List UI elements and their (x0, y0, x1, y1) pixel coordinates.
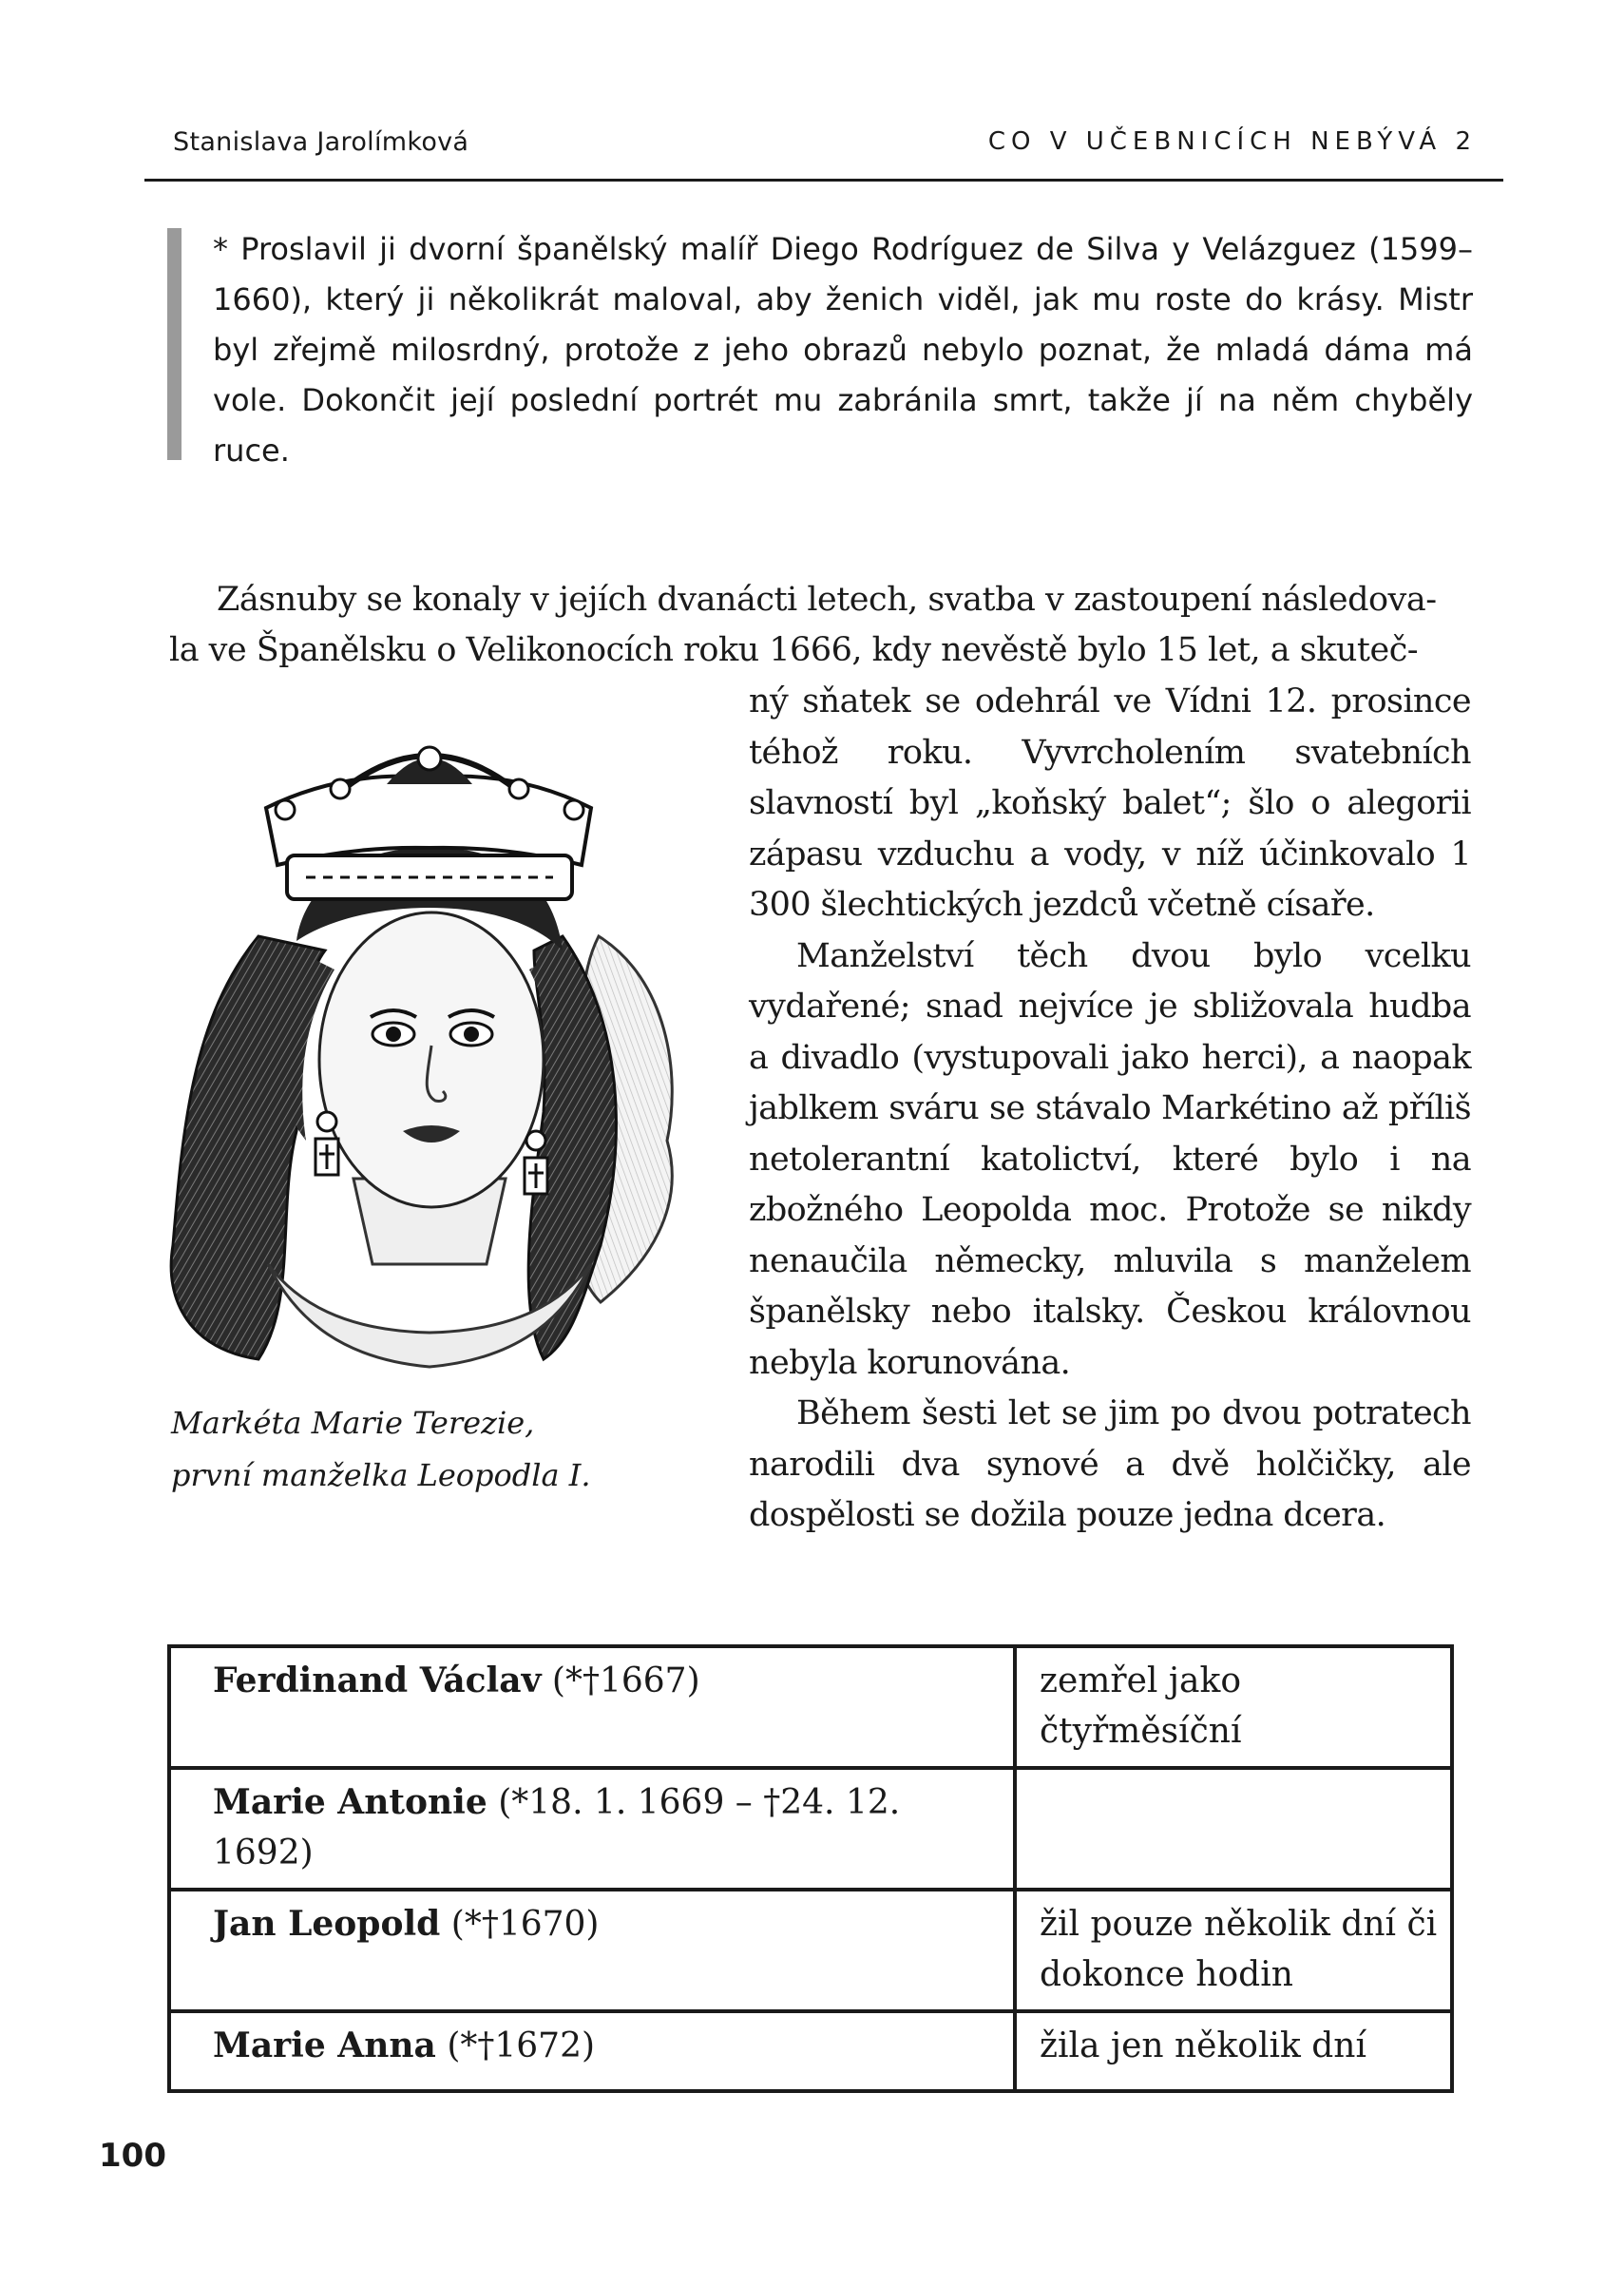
note-marker-bar (167, 228, 182, 460)
earring-left-icon (315, 1112, 338, 1175)
table-row (169, 1646, 1452, 1768)
child-name: Marie Antonie (213, 1782, 487, 1822)
intro-line-1: Zásnuby se konaly v jejích dvanácti letech, svatba v zastoupení následova- (217, 581, 1437, 619)
child-note: zemřel jako čtyřměsíční (1015, 1646, 1452, 1768)
caption-line-1: Markéta Marie Terezie, (171, 1405, 535, 1441)
crown-icon (266, 747, 591, 899)
intro-paragraph (169, 575, 1473, 676)
text-column (749, 677, 1471, 1542)
note-text: * Proslavil ji dvorní španělský malíř Diego Rodríguez de Silva y Velázguez (1599–1660), který ji několikrát maloval, aby ženich viděl, jak mu roste do krásy. Mistr byl zřejmě milosrdný, protože z jeho obrazů nebylo poznat, že mladá dáma má vole. Dokončit její poslední portrét mu zabránila smrt, takže jí na něm chyběly ruce. (213, 231, 1473, 469)
child-cell (169, 1646, 1015, 1768)
intro-line-2: la ve Španělsku o Velikonocích roku 1666, kdy nevěstě bylo 15 let, a skuteč- (169, 631, 1419, 669)
paragraph-wedding: ný sňatek se odehrál ve Vídni 12. prosince téhož roku. Vyvrcholením svatebních slavností byl „koňský balet“; šlo o alegorii zápasu vzduchu a vody, v níž účinkovalo 1 300 šlechtických jezdců včetně císaře. (749, 682, 1471, 924)
child-note (1015, 1768, 1452, 1890)
child-cell (169, 2011, 1015, 2091)
child-dates: (*†1667) (541, 1661, 700, 1700)
child-note: žil pouze několik dní či dokonce hodin (1015, 1890, 1452, 2011)
children-table (167, 1644, 1454, 2093)
child-cell (169, 1768, 1015, 1890)
caption-line-2: první manželka Leopodla I. (171, 1457, 591, 1493)
table-row (169, 1890, 1452, 2011)
queen-portrait-illustration (154, 732, 715, 1373)
earring-right-icon (525, 1131, 547, 1194)
page-number: 100 (99, 2137, 166, 2175)
child-dates: (*†1670) (440, 1905, 600, 1944)
side-note (167, 224, 1479, 469)
paragraph-children: Během šesti let se jim po dvou potratech narodili dva synové a dvě holčičky, ale dospělosti se dožila pouze jedna dcera. (749, 1394, 1471, 1534)
child-name: Ferdinand Václav (213, 1661, 542, 1700)
table-row (169, 1768, 1452, 1890)
child-cell (169, 1890, 1015, 2011)
child-dates: (*†1672) (435, 2026, 596, 2065)
paragraph-marriage: Manželství těch dvou bylo vcelku vydařené; snad nejvíce je sbližovala hudba a divadlo (vystupovali jako herci), a naopak jablkem sváru se stávalo Markétino až příliš netolerantní katolictví, které bylo i na zbožného Leopolda moc. Protože se nikdy nenaučila německy, mluvila s manželem španělsky nebo italsky. Českou královnou nebyla korunována. (749, 936, 1471, 1382)
table-row (169, 2011, 1452, 2091)
header-book-title: CO V UČEBNICÍCH NEBÝVÁ 2 (987, 127, 1477, 156)
child-name: Marie Anna (213, 2026, 436, 2065)
running-header (144, 122, 1503, 182)
header-author: Stanislava Jarolímková (173, 127, 469, 157)
child-name: Jan Leopold (213, 1904, 441, 1944)
figure-caption (171, 1397, 665, 1502)
child-note: žila jen několik dní (1015, 2011, 1452, 2091)
child-dates: (*18. 1. 1669 – †24. 12. 1692) (213, 1783, 901, 1872)
